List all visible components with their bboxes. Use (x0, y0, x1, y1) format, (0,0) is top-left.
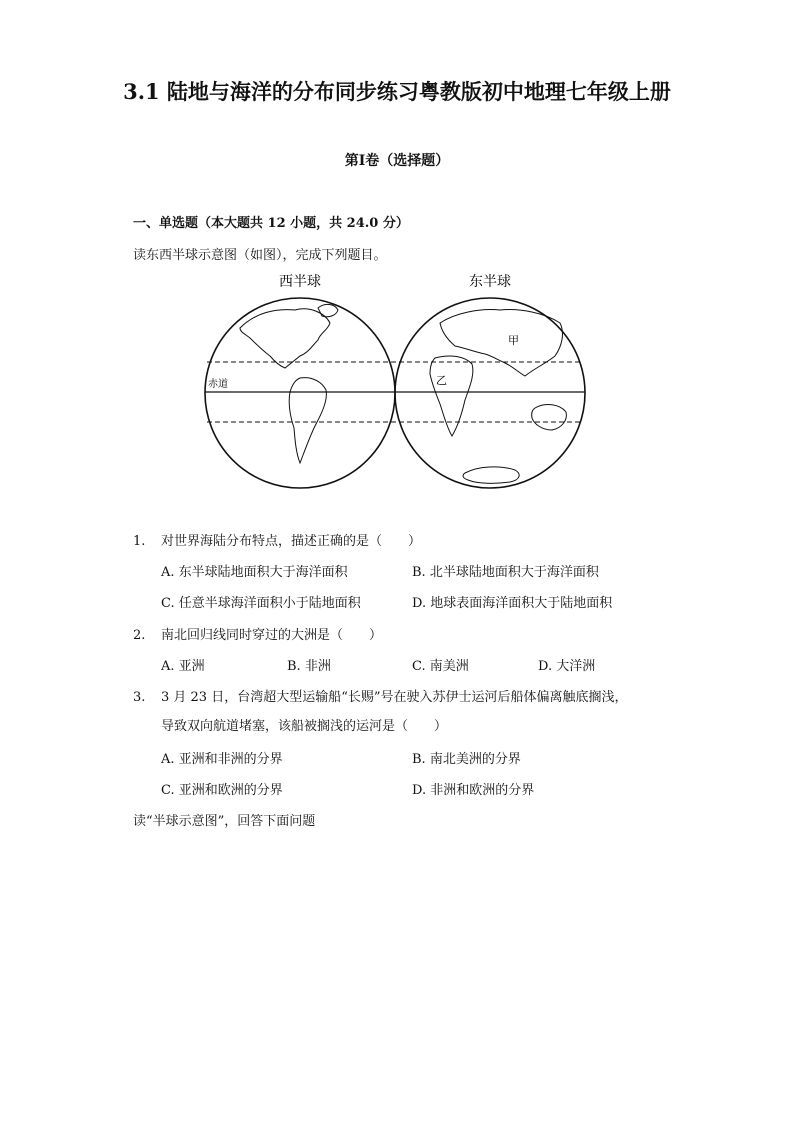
greenland-shape (318, 304, 338, 316)
australia-shape (532, 405, 567, 430)
q2-option-b[interactable]: B. 非洲 (287, 659, 331, 674)
question-text: 南北回归线同时穿过的大洲是（ ） (161, 628, 383, 643)
east-hemisphere-label: 东半球 (469, 274, 511, 290)
eurasia-shape (440, 310, 562, 376)
label-yi: 乙 (436, 374, 447, 387)
section-heading: 一、单选题（本大题共 12 小题，共 24.0 分） (133, 216, 409, 231)
q1-option-a[interactable]: A. 东半球陆地面积大于海洋面积 (161, 565, 348, 580)
equator-label: 赤道 (208, 379, 228, 390)
west-hemisphere-label: 西半球 (279, 274, 321, 290)
question-1 (133, 530, 421, 549)
q2-option-c[interactable]: C. 南美洲 (412, 659, 469, 674)
q1-option-c[interactable]: C. 任意半球海洋面积小于陆地面积 (161, 596, 361, 611)
question-number: 3. (133, 690, 146, 705)
document-title: 3.1 陆地与海洋的分布同步练习粤教版初中地理七年级上册 (123, 79, 671, 104)
volume-heading: 第I卷（选择题） (344, 153, 450, 169)
q3-option-a[interactable]: A. 亚洲和非洲的分界 (161, 752, 283, 767)
question-3-text-continued: 导致双向航道堵塞，该船被搁浅的运河是（ ） (161, 719, 448, 734)
question-number: 2. (133, 628, 146, 643)
intro-text: 读东西半球示意图（如图），完成下列题目。 (133, 248, 387, 263)
question-number: 1. (133, 534, 146, 549)
africa-shape (430, 356, 473, 436)
q1-option-b[interactable]: B. 北半球陆地面积大于海洋面积 (412, 565, 599, 580)
question-3 (133, 686, 628, 705)
next-section-lead: 读“半球示意图”，回答下面问题 (133, 814, 316, 829)
north-america-shape (240, 309, 330, 368)
question-text: 对世界海陆分布特点，描述正确的是（ ） (161, 534, 422, 549)
q2-option-a[interactable]: A. 亚洲 (161, 659, 205, 674)
q3-option-c[interactable]: C. 亚洲和欧洲的分界 (161, 783, 283, 798)
q2-option-d[interactable]: D. 大洋洲 (538, 659, 596, 674)
question-text: 3 月 23 日，台湾超大型运输船“长赐”号在驶入苏伊士运河后船体偏离触底搁浅， (161, 690, 628, 705)
question-2 (133, 624, 382, 643)
antarctica-shape (463, 467, 519, 483)
west-hemisphere-circle (205, 298, 395, 488)
q3-option-b[interactable]: B. 南北美洲的分界 (412, 752, 521, 767)
q1-option-d[interactable]: D. 地球表面海洋面积大于陆地面积 (412, 596, 613, 611)
south-america-shape (289, 378, 326, 463)
label-jia: 甲 (508, 334, 519, 347)
q3-option-d[interactable]: D. 非洲和欧洲的分界 (412, 783, 535, 798)
east-hemisphere-circle (395, 298, 585, 488)
hemisphere-map (200, 268, 600, 508)
